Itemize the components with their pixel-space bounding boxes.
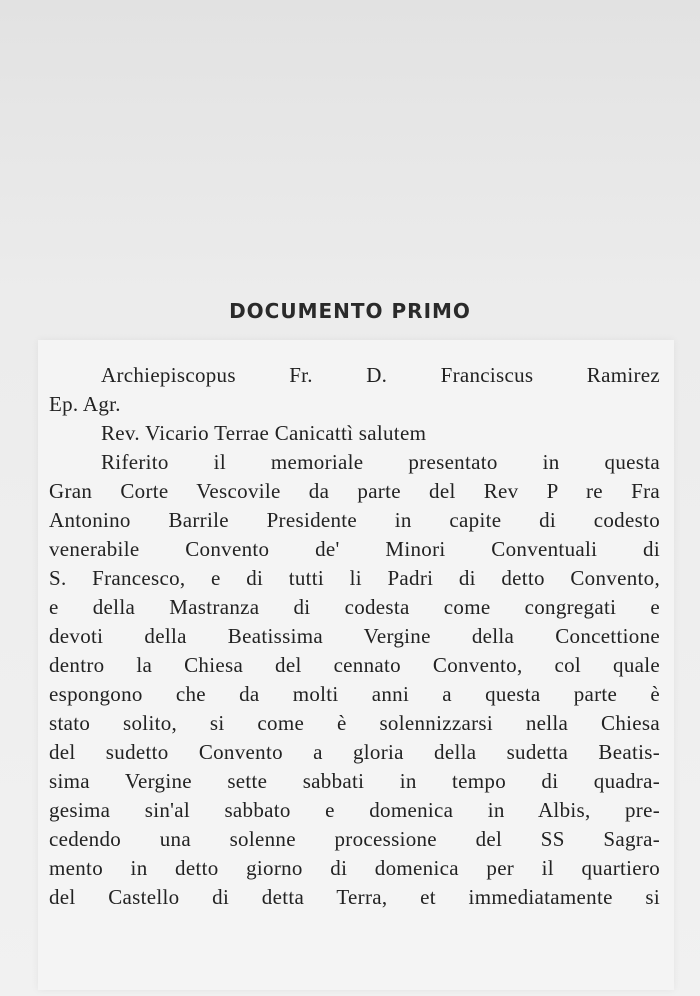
text-line: mento in detto giorno di domenica per il quartiero [49, 856, 660, 880]
text-line: Rev. Vicario Terrae Canicattì salutem [101, 421, 427, 445]
text-line: Riferito il memoriale presentato in questa [101, 450, 660, 474]
text-line: stato solito, si come è solennizzarsi nella Chiesa [49, 711, 660, 735]
text-line: del Castello di detta Terra, et immediatamente si [49, 885, 660, 909]
text-line: espongono che da molti anni a questa parte è [49, 682, 660, 706]
text-line: gesima sin'al sabbato e domenica in Albis, pre- [49, 798, 660, 822]
text-line: devoti della Beatissima Vergine della Concettione [49, 624, 660, 648]
text-line: dentro la Chiesa del cennato Convento, col quale [49, 653, 660, 677]
text-line: del sudetto Convento a gloria della sudetta Beatis- [49, 740, 660, 764]
text-line: cedendo una solenne processione del SS Sagra- [49, 827, 660, 851]
text-line: Antonino Barrile Presidente in capite di codesto [49, 508, 660, 532]
document-body [49, 361, 660, 912]
document-title: DOCUMENTO PRIMO [229, 299, 471, 323]
text-line: e della Mastranza di codesta come congregati e [49, 595, 660, 619]
text-line: Archiepiscopus Fr. D. Franciscus Ramirez [101, 363, 660, 387]
text-line: sima Vergine sette sabbati in tempo di quadra- [49, 769, 660, 793]
text-line: Ep. Agr. [49, 392, 121, 416]
text-line: venerabile Convento de' Minori Conventuali di [49, 537, 660, 561]
text-line: Gran Corte Vescovile da parte del Rev P re Fra [49, 479, 660, 503]
text-line: S. Francesco, e di tutti li Padri di detto Convento, [49, 566, 660, 590]
